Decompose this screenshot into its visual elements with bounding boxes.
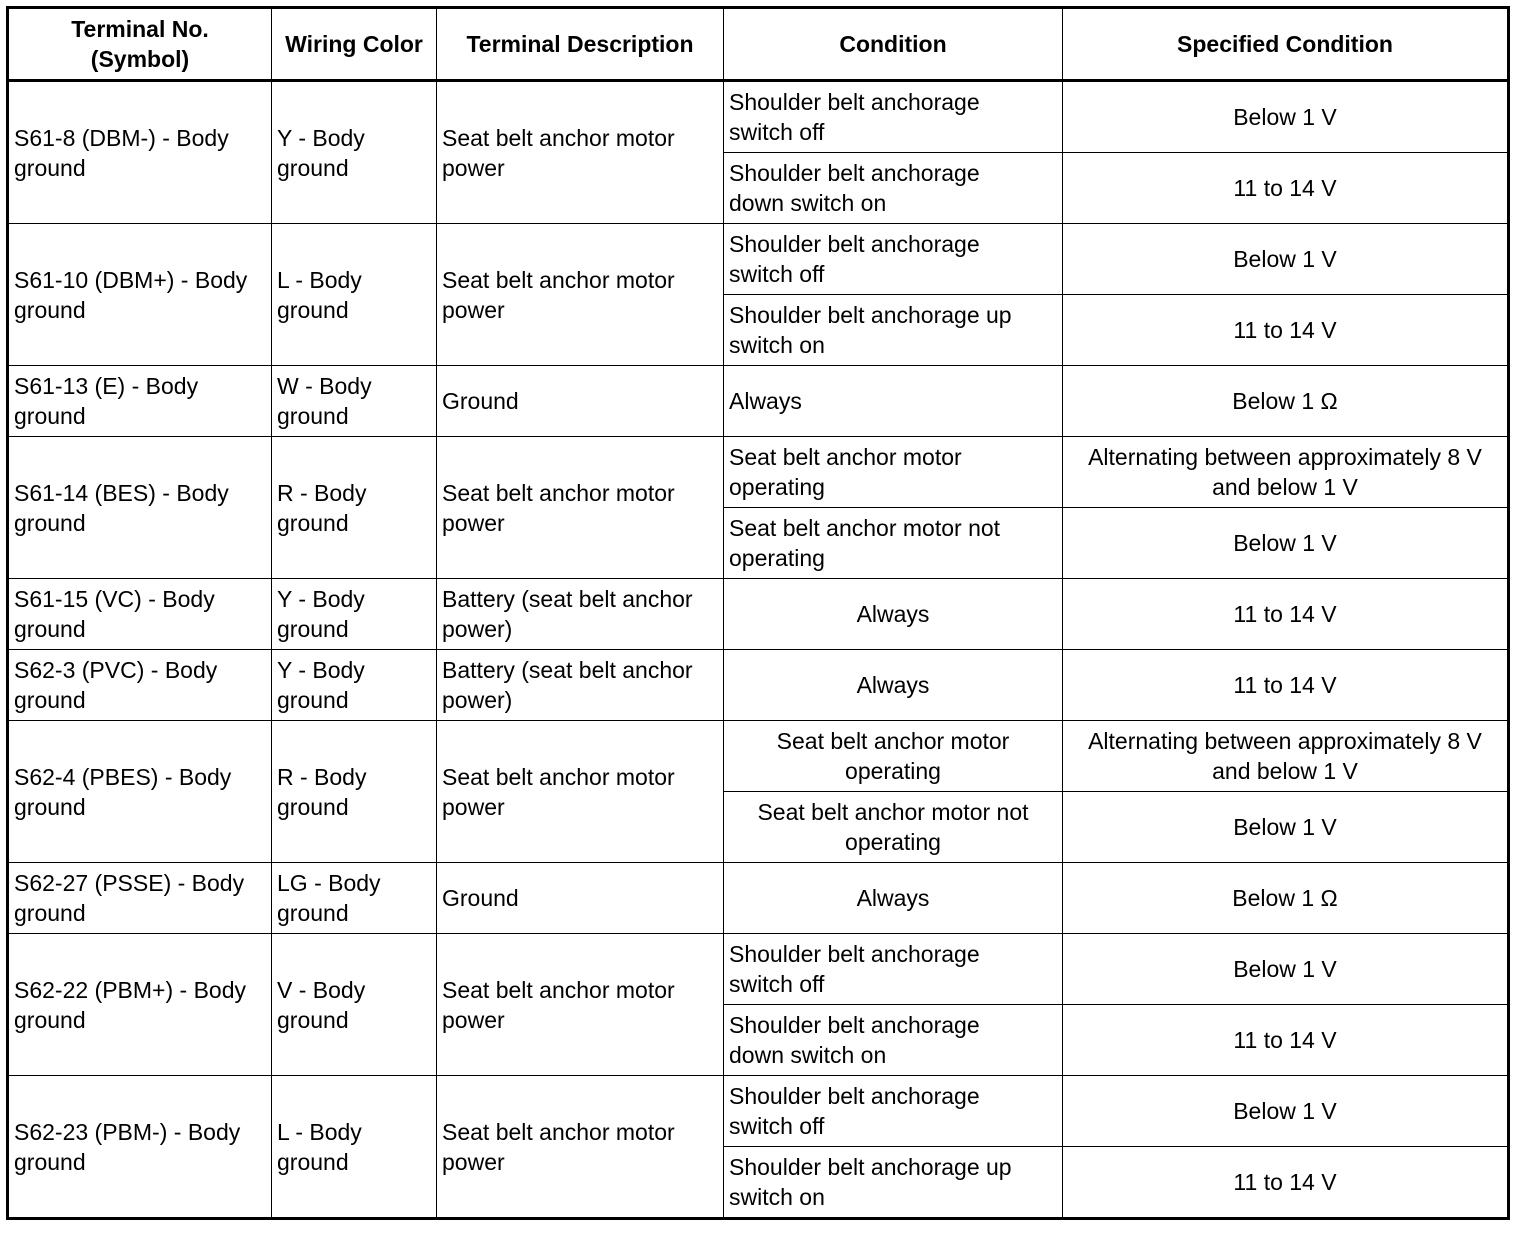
condition-cell: Always — [724, 579, 1063, 650]
table-row — [8, 437, 1509, 508]
specified-condition-cell: Below 1 V — [1063, 1076, 1509, 1147]
wiring-color-cell: Y - Body ground — [272, 81, 437, 224]
terminal-description-cell: Battery (seat belt anchor power) — [437, 579, 724, 650]
table-row — [8, 721, 1509, 792]
terminal-table — [6, 6, 1510, 1220]
table-row — [8, 934, 1509, 1005]
table-row — [8, 863, 1509, 934]
terminal-description-cell: Ground — [437, 366, 724, 437]
terminal-cell: S62-4 (PBES) - Body ground — [8, 721, 272, 863]
condition-cell: Shoulder belt anchorage switch off — [724, 934, 1063, 1005]
condition-cell: Shoulder belt anchorage down switch on — [724, 1005, 1063, 1076]
terminal-cell: S61-15 (VC) - Body ground — [8, 579, 272, 650]
condition-cell: Always — [724, 650, 1063, 721]
wiring-color-cell: L - Body ground — [272, 224, 437, 366]
specified-condition-cell: 11 to 14 V — [1063, 1147, 1509, 1219]
specified-condition-cell: 11 to 14 V — [1063, 295, 1509, 366]
condition-cell: Shoulder belt anchorage switch off — [724, 81, 1063, 153]
header-terminal: Terminal No. (Symbol) — [8, 8, 272, 81]
table-row — [8, 650, 1509, 721]
condition-cell: Seat belt anchor motor operating — [724, 437, 1063, 508]
terminal-description-cell: Ground — [437, 863, 724, 934]
specified-condition-cell: 11 to 14 V — [1063, 579, 1509, 650]
specified-condition-cell: Alternating between approximately 8 V and below 1 V — [1063, 437, 1509, 508]
header-wiring-color: Wiring Color — [272, 8, 437, 81]
terminal-description-cell: Battery (seat belt anchor power) — [437, 650, 724, 721]
terminal-description-cell: Seat belt anchor motor power — [437, 81, 724, 224]
condition-cell: Always — [724, 863, 1063, 934]
terminal-cell: S62-22 (PBM+) - Body ground — [8, 934, 272, 1076]
terminal-cell: S62-27 (PSSE) - Body ground — [8, 863, 272, 934]
header-terminal-description: Terminal Description — [437, 8, 724, 81]
terminal-cell: S62-3 (PVC) - Body ground — [8, 650, 272, 721]
condition-cell: Shoulder belt anchorage down switch on — [724, 153, 1063, 224]
wiring-color-cell: Y - Body ground — [272, 650, 437, 721]
terminal-cell: S61-14 (BES) - Body ground — [8, 437, 272, 579]
terminal-description-cell: Seat belt anchor motor power — [437, 224, 724, 366]
specified-condition-cell: 11 to 14 V — [1063, 650, 1509, 721]
specified-condition-cell: Below 1 V — [1063, 224, 1509, 295]
condition-cell: Always — [724, 366, 1063, 437]
condition-cell: Shoulder belt anchorage switch off — [724, 224, 1063, 295]
condition-cell: Shoulder belt anchorage up switch on — [724, 295, 1063, 366]
terminal-cell: S61-10 (DBM+) - Body ground — [8, 224, 272, 366]
specified-condition-cell: Below 1 Ω — [1063, 366, 1509, 437]
header-condition: Condition — [724, 8, 1063, 81]
wiring-color-cell: W - Body ground — [272, 366, 437, 437]
condition-cell: Shoulder belt anchorage switch off — [724, 1076, 1063, 1147]
header-specified-condition: Specified Condition — [1063, 8, 1509, 81]
table-row — [8, 81, 1509, 153]
terminal-cell: S61-13 (E) - Body ground — [8, 366, 272, 437]
specified-condition-cell: Below 1 Ω — [1063, 863, 1509, 934]
specified-condition-cell: Below 1 V — [1063, 934, 1509, 1005]
condition-cell: Seat belt anchor motor operating — [724, 721, 1063, 792]
specified-condition-cell: 11 to 14 V — [1063, 1005, 1509, 1076]
specified-condition-cell: Below 1 V — [1063, 508, 1509, 579]
condition-cell: Seat belt anchor motor not operating — [724, 792, 1063, 863]
terminal-description-cell: Seat belt anchor motor power — [437, 721, 724, 863]
specified-condition-cell: Below 1 V — [1063, 792, 1509, 863]
condition-cell: Shoulder belt anchorage up switch on — [724, 1147, 1063, 1219]
wiring-color-cell: L - Body ground — [272, 1076, 437, 1219]
wiring-color-cell: R - Body ground — [272, 437, 437, 579]
table-body — [8, 81, 1509, 1219]
terminal-description-cell: Seat belt anchor motor power — [437, 437, 724, 579]
table-row — [8, 579, 1509, 650]
header-row — [8, 8, 1509, 81]
wiring-color-cell: Y - Body ground — [272, 579, 437, 650]
specified-condition-cell: 11 to 14 V — [1063, 153, 1509, 224]
table-row — [8, 224, 1509, 295]
condition-cell: Seat belt anchor motor not operating — [724, 508, 1063, 579]
specified-condition-cell: Alternating between approximately 8 V and below 1 V — [1063, 721, 1509, 792]
table-row — [8, 366, 1509, 437]
wiring-color-cell: R - Body ground — [272, 721, 437, 863]
specified-condition-cell: Below 1 V — [1063, 81, 1509, 153]
table-row — [8, 1076, 1509, 1147]
terminal-description-cell: Seat belt anchor motor power — [437, 934, 724, 1076]
terminal-cell: S62-23 (PBM-) - Body ground — [8, 1076, 272, 1219]
terminal-description-cell: Seat belt anchor motor power — [437, 1076, 724, 1219]
terminal-cell: S61-8 (DBM-) - Body ground — [8, 81, 272, 224]
wiring-color-cell: V - Body ground — [272, 934, 437, 1076]
wiring-color-cell: LG - Body ground — [272, 863, 437, 934]
